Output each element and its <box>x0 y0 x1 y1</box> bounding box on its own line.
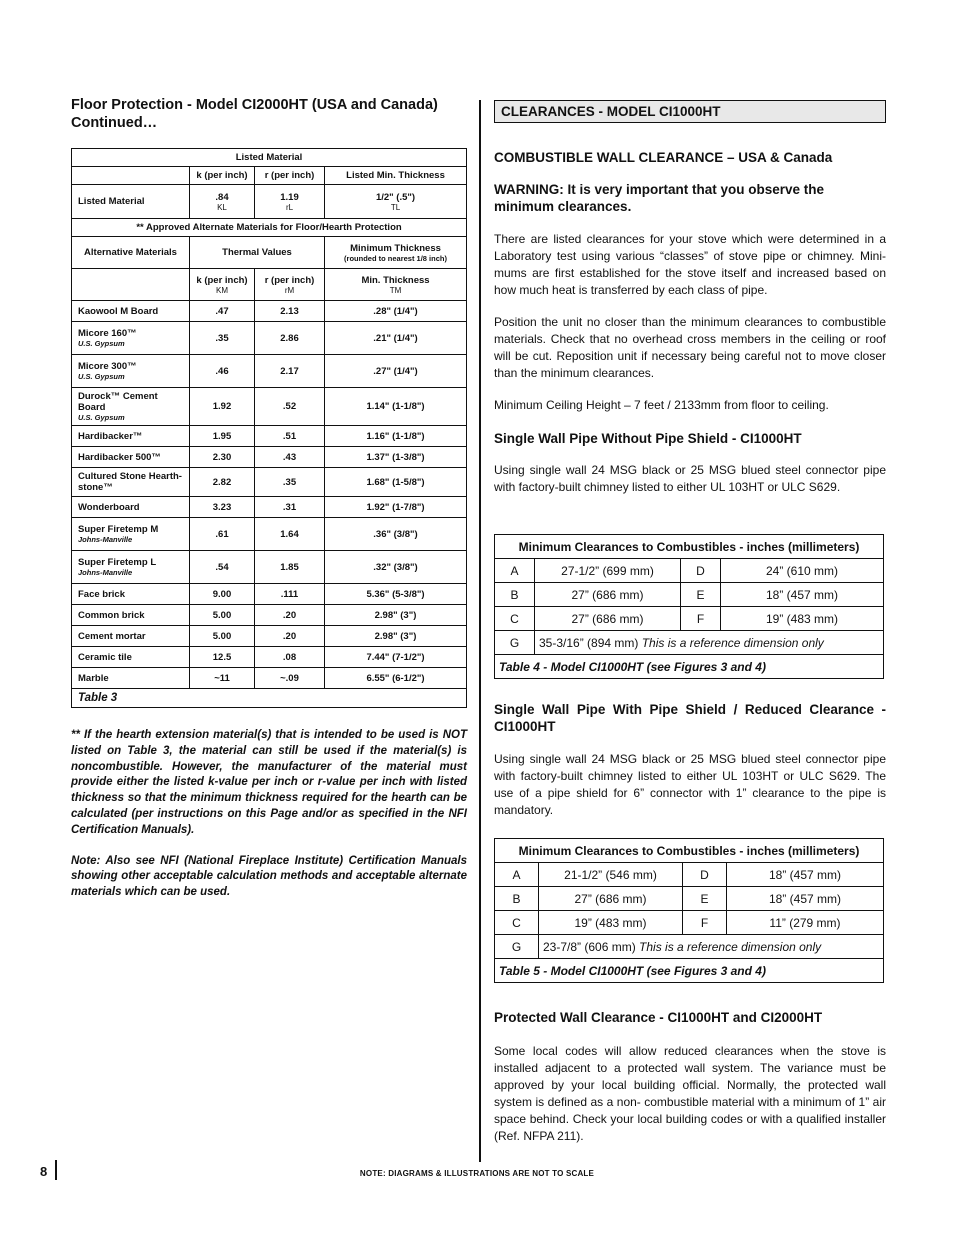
table-row <box>72 647 467 668</box>
table-row <box>72 605 467 626</box>
material-thickness: 1.92" (1-7/8") <box>325 497 467 518</box>
table-3-caption: Table 3 <box>72 689 467 708</box>
ceiling-height-paragraph: Minimum Ceiling Height – 7 feet / 2133mm from floor to ceiling. <box>494 398 829 412</box>
listed-r: 1.19 rL <box>255 185 325 219</box>
clearance-label-1: B <box>495 583 535 607</box>
table-row <box>72 518 467 551</box>
protected-wall-heading: Protected Wall Clearance - CI1000HT and CI2000HT <box>494 1010 823 1025</box>
clearance-label-2: E <box>683 887 727 911</box>
material-r: 2.13 <box>255 301 325 322</box>
clearances-section-title: CLEARANCES - MODEL CI1000HT <box>494 100 886 123</box>
material-k: 5.00 <box>190 605 255 626</box>
alt-materials-header: Alternative Materials <box>72 237 190 269</box>
materials-rows <box>72 301 467 689</box>
min-thickness-header: Minimum Thickness (rounded to nearest 1/8 inch) <box>325 237 467 269</box>
position-paragraph: Position the unit no closer than the minimum clearances to combustible materials. Check that no overhead cross members in the ceiling or roof will be cut. Reposition unit if necessary being careful not to move closer than the minimum clearances. <box>494 315 886 380</box>
material-k: 5.00 <box>190 626 255 647</box>
pipe-shield-heading: Single Wall Pipe With Pipe Shield / Reduced Clearance - CI1000HT <box>494 702 886 734</box>
table-5-rows <box>495 863 884 935</box>
material-name: Common brick <box>72 605 190 626</box>
material-name: Ceramic tile <box>72 647 190 668</box>
listed-material-header: Listed Material <box>72 149 467 167</box>
table-row <box>72 584 467 605</box>
single-wall-heading: Single Wall Pipe Without Pipe Shield - CI1000HT <box>494 431 802 446</box>
material-name: Cultured Stone Hearth-stone™ <box>72 468 190 497</box>
right-column <box>494 100 886 1145</box>
material-name: Marble <box>72 668 190 689</box>
table-row <box>72 426 467 447</box>
material-r: .52 <box>255 388 325 426</box>
material-name: Kaowool M Board <box>72 301 190 322</box>
material-r: .111 <box>255 584 325 605</box>
material-name: Wonderboard <box>72 497 190 518</box>
alt-col-k: k (per inch) KM <box>190 269 255 301</box>
material-thickness: .36" (3/8") <box>325 518 467 551</box>
table-row <box>72 388 467 426</box>
listed-material-label: Listed Material <box>72 185 190 219</box>
combustible-wall-heading: COMBUSTIBLE WALL CLEARANCE – USA & Canada <box>494 150 833 165</box>
material-thickness: 1.16" (1-1/8") <box>325 426 467 447</box>
table-4 <box>494 534 884 679</box>
clearance-label-1: C <box>495 911 539 935</box>
column-divider <box>479 100 481 1162</box>
material-k: 9.00 <box>190 584 255 605</box>
col-thickness: Listed Min. Thickness <box>325 167 467 185</box>
clearance-label-2: F <box>681 607 721 631</box>
table-row <box>72 468 467 497</box>
clearance-label-1: B <box>495 887 539 911</box>
material-r: .35 <box>255 468 325 497</box>
material-k: .61 <box>190 518 255 551</box>
material-k: 1.92 <box>190 388 255 426</box>
table-4-g-label: G <box>495 631 535 655</box>
col-k: k (per inch) <box>190 167 255 185</box>
material-k: 2.82 <box>190 468 255 497</box>
page-number: 8 <box>40 1164 48 1179</box>
floor-protection-heading: Floor Protection - Model CI2000HT (USA and Canada) Continued… <box>71 97 438 131</box>
clearance-value-2: 18” (457 mm) <box>721 583 884 607</box>
material-k: 12.5 <box>190 647 255 668</box>
clearances-intro-paragraph: There are listed clearances for your stove which were determined in a Laboratory test using various “classes” of stove pipe or chimney. Mini-mums are first established for the stove itself and increased based on how much heat is transferred by each class of pipe. <box>494 232 886 297</box>
table-5-g-value: 23-7/8” (606 mm) This is a reference dimension only <box>539 935 884 959</box>
material-thickness: 6.55" (6-1/2") <box>325 668 467 689</box>
table-5-g-label: G <box>495 935 539 959</box>
material-thickness: .28" (1/4") <box>325 301 467 322</box>
clearance-value-1: 19” (483 mm) <box>539 911 683 935</box>
table-row <box>72 322 467 355</box>
single-wall-paragraph: Using single wall 24 MSG black or 25 MSG blued steel connector pipe with factory-built chimney listed to either UL 103HT or ULC S629. <box>494 463 886 494</box>
clearance-value-1: 27” (686 mm) <box>535 583 681 607</box>
material-r: 1.85 <box>255 551 325 584</box>
table-4-rows <box>495 559 884 631</box>
table-4-header: Minimum Clearances to Combustibles - inches (millimeters) <box>495 535 884 559</box>
material-r: .08 <box>255 647 325 668</box>
table-4-caption: Table 4 - Model CI1000HT (see Figures 3 and 4) <box>495 655 884 679</box>
clearance-label-2: F <box>683 911 727 935</box>
table-4-g-value: 35-3/16” (894 mm) This is a reference dimension only <box>535 631 884 655</box>
clearance-value-2: 18” (457 mm) <box>727 863 884 887</box>
material-r: ~.09 <box>255 668 325 689</box>
nfi-note: Note: Also see NFI (National Fireplace Institute) Certification Manuals showing other acceptable calculation methods and acceptable alternate materials which can be used. <box>71 854 467 899</box>
clearance-value-2: 24” (610 mm) <box>721 559 884 583</box>
material-r: .20 <box>255 626 325 647</box>
table-5 <box>494 838 884 983</box>
alt-col-r: r (per inch) rM <box>255 269 325 301</box>
approved-alternates-header: ** Approved Alternate Materials for Floor/Hearth Protection <box>72 219 467 237</box>
table-row <box>495 887 884 911</box>
material-name: Super Firetemp M Johns-Manville <box>72 518 190 551</box>
material-k: ~11 <box>190 668 255 689</box>
material-name: Micore 300™ U.S. Gypsum <box>72 355 190 388</box>
material-thickness: 7.44" (7-1/2") <box>325 647 467 668</box>
material-k: .47 <box>190 301 255 322</box>
table-row <box>72 301 467 322</box>
warning-heading: WARNING: It is very important that you observe the minimum clearances. <box>494 182 825 214</box>
material-k: .35 <box>190 322 255 355</box>
clearance-value-2: 11” (279 mm) <box>727 911 884 935</box>
clearance-value-2: 18” (457 mm) <box>727 887 884 911</box>
material-name: Hardibacker 500™ <box>72 447 190 468</box>
material-name: Hardibacker™ <box>72 426 190 447</box>
material-r: .20 <box>255 605 325 626</box>
material-r: 2.86 <box>255 322 325 355</box>
table-5-caption: Table 5 - Model CI1000HT (see Figures 3 and 4) <box>495 959 884 983</box>
table-row <box>495 607 884 631</box>
table-row <box>72 626 467 647</box>
material-r: 1.64 <box>255 518 325 551</box>
clearance-value-1: 27” (686 mm) <box>539 887 683 911</box>
thermal-values-header: Thermal Values <box>190 237 325 269</box>
material-r: .31 <box>255 497 325 518</box>
material-thickness: 2.98" (3") <box>325 626 467 647</box>
material-r: .43 <box>255 447 325 468</box>
table-3 <box>71 148 467 708</box>
table-row <box>72 497 467 518</box>
material-k: .54 <box>190 551 255 584</box>
table-5-header: Minimum Clearances to Combustibles - inches (millimeters) <box>495 839 884 863</box>
clearance-label-2: D <box>683 863 727 887</box>
clearance-label-2: D <box>681 559 721 583</box>
material-name: Durock™ Cement Board U.S. Gypsum <box>72 388 190 426</box>
col-r: r (per inch) <box>255 167 325 185</box>
material-name: Cement mortar <box>72 626 190 647</box>
material-k: 3.23 <box>190 497 255 518</box>
table-row <box>495 559 884 583</box>
material-thickness: 5.36" (5-3/8") <box>325 584 467 605</box>
pipe-shield-paragraph: Using single wall 24 MSG black or 25 MSG blued steel connector pipe with factory-built chimney listed to either UL 103HT or ULC S629. The use of a pipe shield for 6” connector with 1” clearance to the pipe is mandatory. <box>494 752 886 817</box>
clearance-label-1: A <box>495 863 539 887</box>
material-thickness: .27" (1/4") <box>325 355 467 388</box>
left-column <box>71 96 467 901</box>
clearance-label-2: E <box>681 583 721 607</box>
material-k: 1.95 <box>190 426 255 447</box>
material-r: 2.17 <box>255 355 325 388</box>
material-k: .46 <box>190 355 255 388</box>
hearth-material-note: ** If the hearth extension material(s) that is intended to be used is NOT listed on Table 3, the material can still be used if the material(s) is noncombustible. However, the manufacturer of the material must provide either the listed k-value per inch or r-value per inch with listed thickness so that the minimum thickness required for the hearth can be calculated (per instructions on this Page and/or as specified in the NFI Certification Manuals). <box>71 729 467 836</box>
table-row <box>495 863 884 887</box>
material-thickness: 1.37" (1-3/8") <box>325 447 467 468</box>
table-row <box>72 551 467 584</box>
table-row <box>72 355 467 388</box>
table-row <box>72 668 467 689</box>
clearance-value-2: 19” (483 mm) <box>721 607 884 631</box>
material-name: Micore 160™ U.S. Gypsum <box>72 322 190 355</box>
table-row <box>72 447 467 468</box>
material-thickness: .21" (1/4") <box>325 322 467 355</box>
clearance-value-1: 21-1/2” (546 mm) <box>539 863 683 887</box>
material-r: .51 <box>255 426 325 447</box>
clearance-value-1: 27-1/2” (699 mm) <box>535 559 681 583</box>
clearance-label-1: A <box>495 559 535 583</box>
material-name: Face brick <box>72 584 190 605</box>
footer-note: NOTE: DIAGRAMS & ILLUSTRATIONS ARE NOT TO SCALE <box>359 1169 595 1178</box>
listed-t: 1/2" (.5") TL <box>325 185 467 219</box>
material-thickness: 2.98" (3") <box>325 605 467 626</box>
clearance-value-1: 27” (686 mm) <box>535 607 681 631</box>
material-k: 2.30 <box>190 447 255 468</box>
table-row <box>495 911 884 935</box>
protected-wall-paragraph: Some local codes will allow reduced clearances when the stove is installed adjacent to a protected wall system. The variance must be approved by your local building official. Normally, the protected wall system is defined as a non- combustible material with a minimum of 1” air space behind. Check your local building codes or with a qualified installer (Ref. NFPA 211). <box>494 1044 886 1143</box>
material-thickness: 1.68" (1-5/8") <box>325 468 467 497</box>
material-thickness: 1.14" (1-1/8") <box>325 388 467 426</box>
empty-cell <box>72 167 190 185</box>
listed-k: .84 KL <box>190 185 255 219</box>
material-name: Super Firetemp L Johns-Manville <box>72 551 190 584</box>
alt-col-t: Min. Thickness TM <box>325 269 467 301</box>
empty-cell <box>72 269 190 301</box>
material-thickness: .32" (3/8") <box>325 551 467 584</box>
table-row <box>495 583 884 607</box>
clearance-label-1: C <box>495 607 535 631</box>
